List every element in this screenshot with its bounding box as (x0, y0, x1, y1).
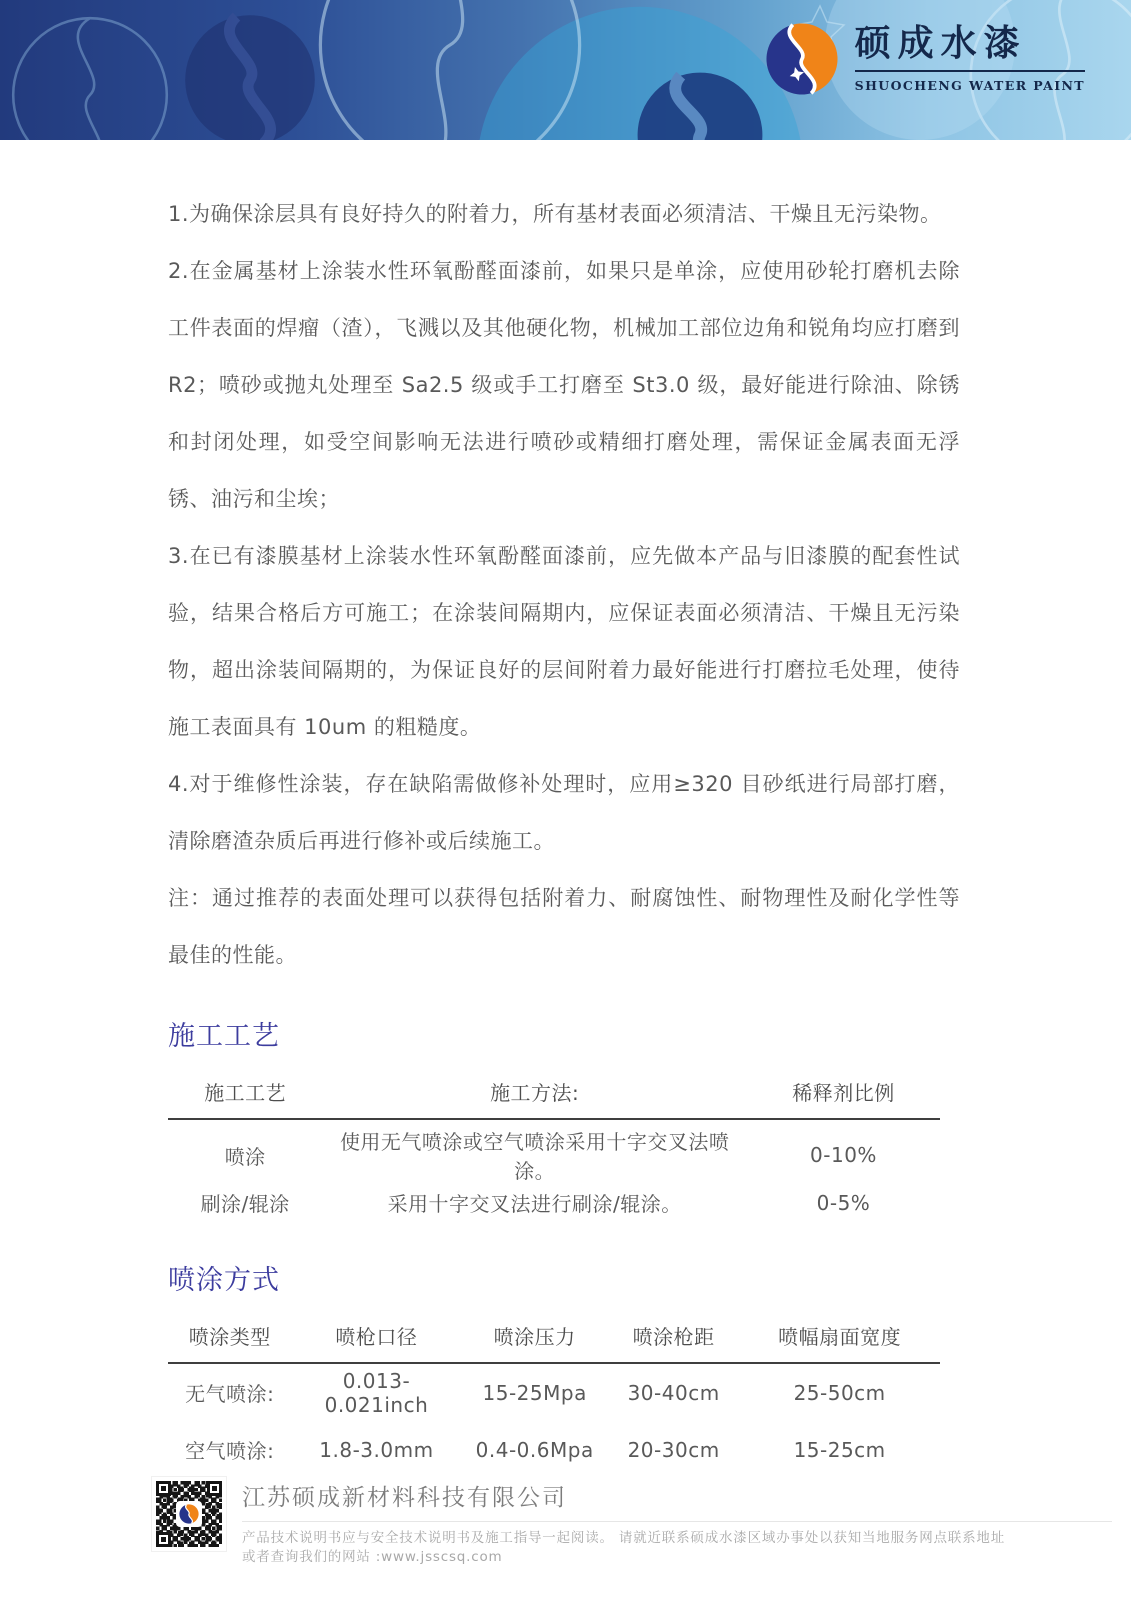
qr-code (152, 1477, 226, 1551)
column-header: 喷幅扇面宽度 (778, 1325, 902, 1349)
qr-center-logo (176, 1501, 202, 1527)
column-header: 施工方法: (490, 1081, 580, 1105)
table-cell: 空气喷涂: (185, 1439, 275, 1463)
footer-note-line1: 产品技术说明书应与安全技术说明书及施工指导一起阅读。 请就近联系硕成水漆区域办事处以获知当地服务网点联系地址 (242, 1530, 1005, 1546)
header-banner (0, 0, 1131, 140)
spray-table-header (168, 1321, 940, 1364)
construction-table-header (168, 1077, 940, 1120)
column-header: 稀释剂比例 (792, 1081, 895, 1105)
table-row (168, 1177, 940, 1228)
brand-logo (765, 22, 1085, 96)
table-cell: 0.013-0.021inch (324, 1368, 429, 1417)
table-row (168, 1126, 940, 1183)
column-header: 喷涂类型 (188, 1325, 271, 1349)
table-cell: 使用无气喷涂或空气喷涂采用十字交叉法喷涂。 (339, 1130, 730, 1183)
column-header: 施工工艺 (204, 1081, 287, 1105)
table-cell: 0-5% (816, 1190, 871, 1215)
table-cell: 刷涂/辊涂 (200, 1192, 290, 1216)
table-cell: 0.4-0.6Mpa (475, 1437, 594, 1462)
paragraph-2: 2.在金属基材上涂装水性环氧酚醛面漆前，如果只是单涂，应使用砂轮打磨机去除工件表面的焊瘤（渣），飞溅以及其他硬化物，机械加工部位边角和锐角均应打磨到 R2；喷砂或抛丸处理至 Sa2.5 级或手工打磨至 St3.0 级，最好能进行除油、除锈和封闭处理，如受空间影响无法进行喷砂或精细打磨处理，需保证金属表面无浮锈、油污和尘埃； (168, 259, 960, 511)
table-cell: 20-30cm (627, 1437, 720, 1462)
company-name: 江苏硕成新材料科技有限公司 (242, 1479, 1112, 1522)
section-title-spray: 喷涂方式 (168, 1265, 280, 1296)
document-body (168, 140, 960, 1478)
paragraph-3: 3.在已有漆膜基材上涂装水性环氧酚醛面漆前，应先做本产品与旧漆膜的配套性试验，结果合格后方可施工；在涂装间隔期内，应保证表面必须清洁、干燥且无污染物，超出涂装间隔期的，为保证良好的层间附着力最好能进行打磨拉毛处理，使待施工表面具有 10um 的粗糙度。 (168, 544, 960, 739)
table-cell: 0-10% (810, 1143, 877, 1167)
table-cell: 15-25Mpa (482, 1380, 587, 1405)
qr-finder-pattern (207, 1481, 222, 1496)
column-header: 喷枪口径 (335, 1325, 418, 1349)
qr-finder-pattern (156, 1481, 171, 1496)
brand-logo-icon (765, 22, 839, 96)
qr-finder-pattern (156, 1532, 171, 1547)
table-cell: 采用十字交叉法进行刷涂/辊涂。 (387, 1192, 682, 1216)
table-cell: 喷涂 (224, 1144, 266, 1169)
paragraph-4: 4.对于维修性涂装，存在缺陷需做修补处理时，应用≥320 目砂纸进行局部打磨，清除磨渣杂质后再进行修补或后续施工。 (168, 772, 960, 853)
paragraph-note: 注：通过推荐的表面处理可以获得包括附着力、耐腐蚀性、耐物理性及耐化学性等最佳的性能。 (168, 886, 960, 967)
table-cell: 无气喷涂: (185, 1382, 275, 1406)
brand-logo-icon (179, 1504, 199, 1524)
section-title-construction: 施工工艺 (168, 1021, 280, 1052)
table-row (168, 1421, 940, 1478)
footer-text (242, 1477, 1112, 1567)
spray-table (168, 1321, 940, 1478)
construction-table (168, 1077, 940, 1228)
table-row (168, 1364, 940, 1421)
footer (152, 1477, 1112, 1567)
column-header: 喷涂枪距 (632, 1325, 715, 1349)
brand-name-en: SHUOCHENG WATER PAINT (854, 78, 1085, 93)
brand-name-cn: 硕成水漆 (855, 25, 1085, 72)
table-cell: 1.8-3.0mm (319, 1437, 434, 1462)
footer-note-line2: 或者查询我们的网站 :www.jsscsq.com (242, 1549, 503, 1565)
paragraph-1: 1.为确保涂层具有良好持久的附着力，所有基材表面必须清洁、干燥且无污染物。 (168, 202, 942, 226)
table-cell: 30-40cm (627, 1380, 720, 1405)
table-cell: 25-50cm (793, 1380, 886, 1405)
column-header: 喷涂压力 (493, 1325, 576, 1349)
table-cell: 15-25cm (793, 1437, 886, 1462)
